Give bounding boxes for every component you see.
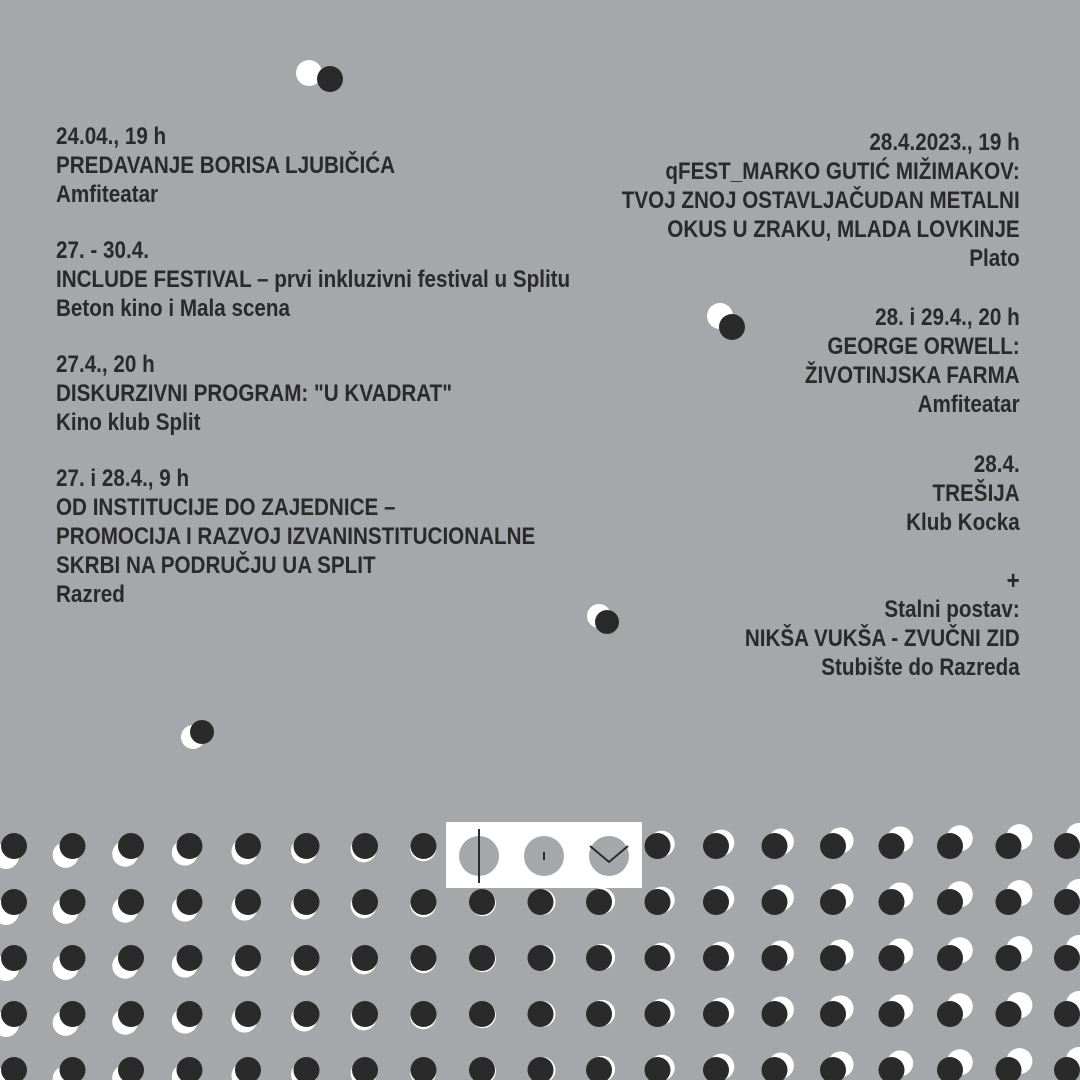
dot-dark xyxy=(118,833,144,859)
dot-dark xyxy=(352,889,378,915)
dot-dark xyxy=(469,945,495,971)
event-title: PREDAVANJE BORISA LJUBIČIĆA xyxy=(56,152,396,179)
dot-dark xyxy=(352,1057,378,1080)
event-date: 28.4. xyxy=(974,451,1020,478)
permanent-title: NIKŠA VUKŠA - ZVUČNI ZID xyxy=(745,625,1020,652)
dot-dark xyxy=(294,889,320,915)
dot-dark xyxy=(352,833,378,859)
dot-dark xyxy=(937,889,963,915)
event-venue: Klub Kocka xyxy=(906,509,1020,536)
dot-dark xyxy=(469,889,495,915)
dot-dark xyxy=(1,945,27,971)
event-date: 27. i 28.4., 9 h xyxy=(56,465,190,492)
dot-dark xyxy=(1,1001,27,1027)
dot-dark xyxy=(235,1001,261,1027)
dot-dark xyxy=(586,1001,612,1027)
permanent-label: Stalni postav: xyxy=(884,596,1020,623)
event-item xyxy=(56,464,570,609)
dot-dark xyxy=(645,889,671,915)
dot-dark xyxy=(352,945,378,971)
event-venue: Beton kino i Mala scena xyxy=(56,295,290,322)
dot-dark xyxy=(937,945,963,971)
dot-dark xyxy=(235,833,261,859)
dot-dark xyxy=(703,945,729,971)
dot-dark xyxy=(352,1001,378,1027)
event-title-line: TREŠIJA xyxy=(932,480,1020,507)
dot-dark xyxy=(235,1057,261,1080)
dot-dark xyxy=(762,945,788,971)
permanent-exhibit xyxy=(622,566,1020,682)
event-venue: Plato xyxy=(969,245,1020,272)
dot-dark xyxy=(294,945,320,971)
dot-dark xyxy=(586,945,612,971)
event-item xyxy=(622,128,1020,273)
event-item xyxy=(56,350,570,437)
dot-dark xyxy=(645,945,671,971)
event-title-line: TVOJ ZNOJ OSTAVLJAČUDAN METALNI xyxy=(622,187,1020,214)
dot-dark xyxy=(294,1001,320,1027)
dot-dark xyxy=(586,889,612,915)
dot-dark xyxy=(177,889,203,915)
dot-dark xyxy=(294,1057,320,1080)
event-title-line: GEORGE ORWELL: xyxy=(827,333,1020,360)
dot-dark xyxy=(820,945,846,971)
dot-dark xyxy=(528,889,554,915)
dot-dark xyxy=(469,1057,495,1080)
dot-pair-decoration xyxy=(296,60,324,88)
dot-dark xyxy=(60,833,86,859)
dot-dark xyxy=(820,833,846,859)
event-date: 28. i 29.4., 20 h xyxy=(875,304,1020,331)
event-date: 28.4.2023., 19 h xyxy=(869,129,1020,156)
dot-dark xyxy=(703,833,729,859)
dot-dark xyxy=(996,945,1022,971)
dot-dark xyxy=(762,1001,788,1027)
dot-dark xyxy=(60,1057,86,1080)
event-title-line: qFEST_MARKO GUTIĆ MIŽIMAKOV: xyxy=(665,158,1020,185)
event-item xyxy=(56,236,570,323)
event-title-line: ŽIVOTINJSKA FARMA xyxy=(805,362,1020,389)
dot-dark xyxy=(820,1001,846,1027)
dot-dark xyxy=(1054,1001,1080,1027)
dot-dark xyxy=(60,945,86,971)
logo-circle-chevron-icon xyxy=(589,836,629,876)
event-date: 24.04., 19 h xyxy=(56,123,167,150)
dot-dark xyxy=(1,1057,27,1080)
dot-dark xyxy=(820,889,846,915)
event-venue: Kino klub Split xyxy=(56,409,201,436)
event-title-line: SKRBI NA PODRUČJU UA SPLIT xyxy=(56,552,376,579)
dot-dark xyxy=(60,1001,86,1027)
dot-dark xyxy=(996,1001,1022,1027)
event-title-line: OD INSTITUCIJE DO ZAJEDNICE – xyxy=(56,494,396,521)
dot-dark xyxy=(996,889,1022,915)
dot-dark xyxy=(411,889,437,915)
dot-dark xyxy=(118,889,144,915)
plus-sign: + xyxy=(1006,565,1020,595)
logo-circle-line-icon xyxy=(459,836,499,876)
dot-dark xyxy=(1054,889,1080,915)
dot-dark xyxy=(411,833,437,859)
permanent-venue: Stubište do Razreda xyxy=(821,654,1020,681)
event-venue: Amfiteatar xyxy=(917,391,1020,418)
event-date: 27.4., 20 h xyxy=(56,351,155,378)
dot-dark xyxy=(177,945,203,971)
dot-dark xyxy=(177,833,203,859)
event-title: INCLUDE FESTIVAL – prvi inkluzivni festival u Splitu xyxy=(56,266,571,293)
dot-dark xyxy=(60,889,86,915)
dot-dark xyxy=(762,889,788,915)
dot-dark xyxy=(645,1001,671,1027)
dot-dark xyxy=(411,1001,437,1027)
dot-dark xyxy=(762,833,788,859)
logo-circle-dot-icon xyxy=(524,836,564,876)
event-item xyxy=(622,450,1020,537)
dot-pair-decoration xyxy=(586,602,614,630)
event-venue: Razred xyxy=(56,581,125,608)
dot-dark xyxy=(528,1001,554,1027)
dot-dark xyxy=(879,833,905,859)
dot-dark xyxy=(118,1057,144,1080)
dot-dark xyxy=(177,1001,203,1027)
dot-dark xyxy=(235,945,261,971)
event-title-line: OKUS U ZRAKU, MLADA LOVKINJE xyxy=(667,216,1020,243)
dot-dark xyxy=(703,889,729,915)
dot-dark xyxy=(411,1057,437,1080)
dot-dark xyxy=(1,889,27,915)
dot-dark xyxy=(879,1001,905,1027)
dot-dark xyxy=(1,833,27,859)
dot-dark xyxy=(879,945,905,971)
right-event-column xyxy=(622,128,1020,682)
dot-dark xyxy=(996,833,1022,859)
event-date: 27. - 30.4. xyxy=(56,237,149,264)
dot-dark xyxy=(1054,833,1080,859)
dot-dark xyxy=(879,889,905,915)
dot-dark xyxy=(937,833,963,859)
dot-dark xyxy=(294,833,320,859)
event-title-line: PROMOCIJA I RAZVOJ IZVANINSTITUCIONALNE xyxy=(56,523,536,550)
dot-dark xyxy=(177,1057,203,1080)
event-item xyxy=(622,303,1020,419)
dot-pair-decoration xyxy=(180,718,208,746)
logo xyxy=(446,822,642,888)
dot-dark xyxy=(703,1001,729,1027)
dot-dark xyxy=(118,1001,144,1027)
event-item xyxy=(56,122,570,209)
dot-dark xyxy=(235,889,261,915)
dot-dark xyxy=(118,945,144,971)
left-event-column xyxy=(56,122,570,609)
dot-dark xyxy=(469,1001,495,1027)
dot-dark xyxy=(645,833,671,859)
dot-dark xyxy=(937,1001,963,1027)
dot-dark xyxy=(1054,945,1080,971)
event-title: DISKURZIVNI PROGRAM: "U KVADRAT" xyxy=(56,380,453,407)
dot-dark xyxy=(411,945,437,971)
event-venue: Amfiteatar xyxy=(56,181,159,208)
dot-dark xyxy=(528,945,554,971)
